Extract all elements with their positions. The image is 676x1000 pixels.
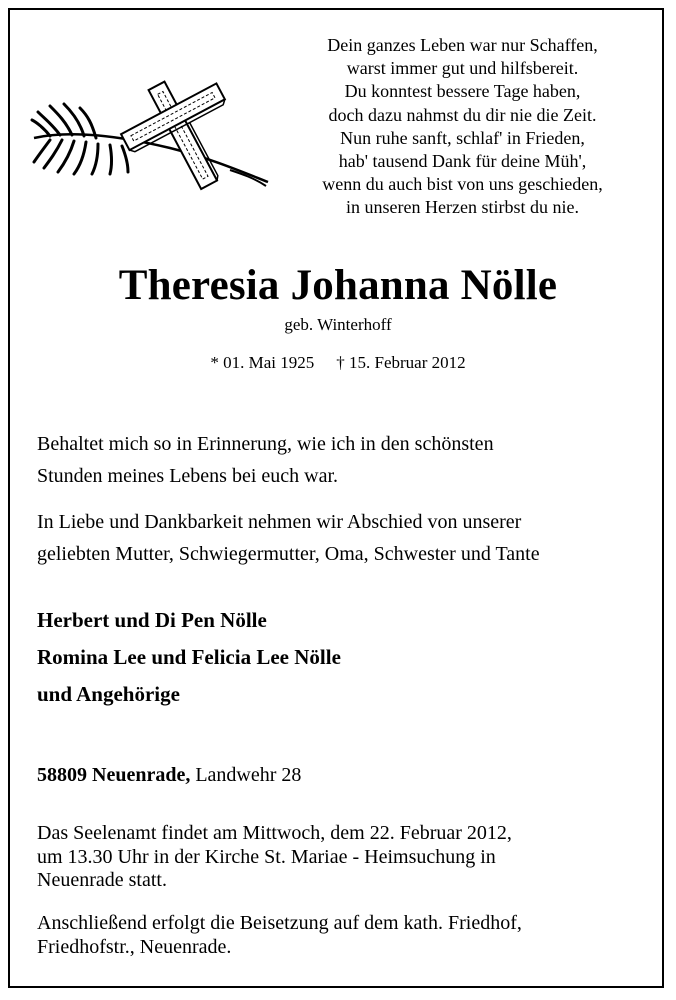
burial-line: Anschließend erfolgt die Beisetzung auf dem kath. Friedhof, <box>37 912 522 934</box>
quote-line: Behaltet mich so in Erinnerung, wie ich in den schönsten <box>37 433 494 455</box>
life-dates <box>0 352 676 374</box>
service-info <box>37 822 657 893</box>
birth-name: geb. Winterhoff <box>284 315 392 334</box>
birth-date: * 01. Mai 1925 <box>210 353 315 372</box>
poem-line: wenn du auch bist von uns geschieden, <box>322 174 603 195</box>
burial-info <box>37 912 657 959</box>
address <box>37 759 301 791</box>
death-date: † 15. Februar 2012 <box>336 353 466 372</box>
mourner-name: und Angehörige <box>37 682 180 706</box>
burial-line: Friedhofstr., Neuenrade. <box>37 935 232 958</box>
farewell-line: In Liebe und Dankbarkeit nehmen wir Abschied von unserer <box>37 511 522 533</box>
memorial-poem <box>275 34 650 220</box>
cross-icon <box>109 78 257 198</box>
poem-line: warst immer gut und hilfsbereit. <box>346 58 579 79</box>
address-street: Landwehr 28 <box>195 764 302 786</box>
farewell-text <box>37 506 657 570</box>
poem-line: doch dazu nahmst du dir nie die Zeit. <box>328 104 597 125</box>
service-line: um 13.30 Uhr in der Kirche St. Mariae - Heimsuchung in <box>37 845 496 868</box>
poem-line: Dein ganzes Leben war nur Schaffen, <box>327 35 598 55</box>
quote-line: Stunden meines Lebens bei euch war. <box>37 465 339 487</box>
poem-line: in unseren Herzen stirbst du nie. <box>346 197 579 218</box>
deceased-name: Theresia Johanna Nölle <box>118 262 558 309</box>
palm-frond-icon <box>32 104 268 186</box>
farewell-line: geliebten Mutter, Schwiegermutter, Oma, Schwester und Tante <box>37 543 540 565</box>
cross-with-palm-frond-icon <box>30 78 270 198</box>
quote <box>37 428 657 492</box>
service-line: Das Seelenamt findet am Mittwoch, dem 22. Februar 2012, <box>37 822 512 844</box>
mourner-name: Herbert und Di Pen Nölle <box>37 608 267 632</box>
service-line: Neuenrade statt. <box>37 869 167 891</box>
mourner-name: Romina Lee und Felicia Lee Nölle <box>37 645 341 669</box>
address-city: 58809 Neuenrade, <box>37 764 191 786</box>
poem-line: Nun ruhe sanft, schlaf' in Frieden, <box>340 127 585 148</box>
mourners-list <box>37 602 341 713</box>
poem-line: hab' tausend Dank für deine Müh', <box>338 151 587 172</box>
poem-line: Du konntest bessere Tage haben, <box>344 81 581 102</box>
